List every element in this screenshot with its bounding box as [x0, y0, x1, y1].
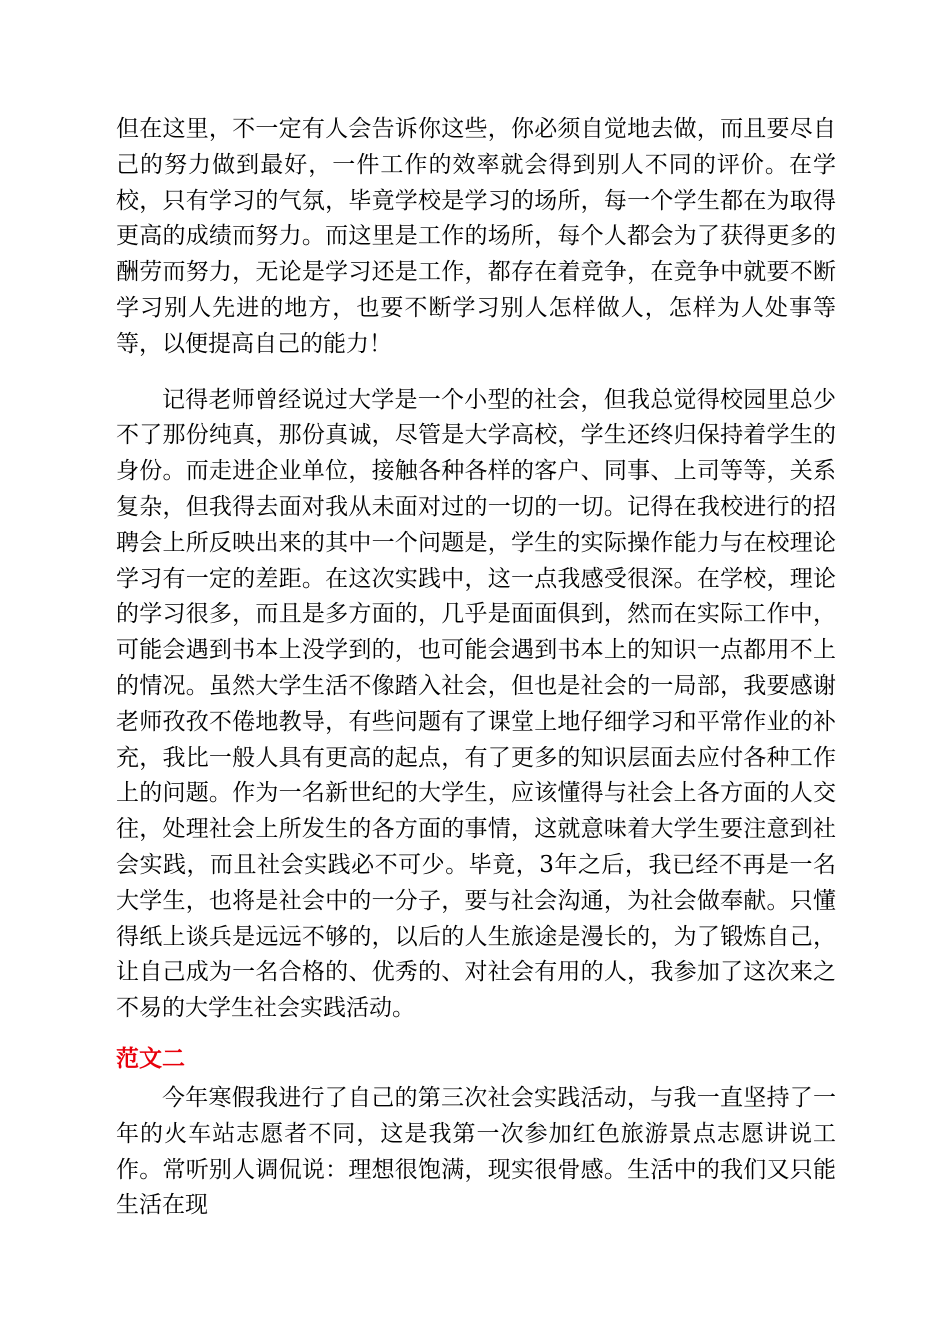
paragraph-3: 今年寒假我进行了自己的第三次社会实践活动，与我一直坚持了一年的火车站志愿者不同，这是我第一次参加红色旅游景点志愿讲说工作。常听别人调侃说：理想很饱满，现实很骨感。生活中的我们又只能生活在现 — [116, 1084, 836, 1219]
document-page — [116, 112, 836, 1224]
paragraph-2: 记得老师曾经说过大学是一个小型的社会，但我总觉得校园里总少不了那份纯真，那份真诚，尽管是大学高校，学生还终归保持着学生的身份。而走进企业单位，接触各种各样的客户、同事、上司等等，关系复杂，但我得去面对我从未面对过的一切的一切。记得在我校进行的招聘会上所反映出来的其中一个问题是，学生的实际操作能力与在校理论学习有一定的差距。在这次实践中，这一点我感受很深。在学校，理论的学习很多，而且是多方面的，几乎是面面俱到，然而在实际工作中，可能会遇到书本上没学到的，也可能会遇到书本上的知识一点都用不上的情况。虽然大学生活不像踏入社会，但也是社会的一局部，我要感谢老师孜孜不倦地教导，有些问题有了课堂上地仔细学习和平常作业的补充，我比一般人具有更高的起点，有了更多的知识层面去应付各种工作上的问题。作为一名新世纪的大学生，应该懂得与社会上各方面的人交往，处理社会上所发生的各方面的事情，这就意味着大学生要注意到社会实践，而且社会实践必不可少。毕竟，3年之后，我已经不再是一名大学生，也将是社会中的一分子，要与社会沟通，为社会做奉献。只懂得纸上谈兵是远远不够的，以后的人生旅途是漫长的，为了锻炼自己，让自己成为一名合格的、优秀的、对社会有用的人，我参加了这次来之不易的大学生社会实践活动。 — [116, 386, 836, 1022]
paragraph-1: 但在这里，不一定有人会告诉你这些，你必须自觉地去做，而且要尽自己的努力做到最好，一件工作的效率就会得到别人不同的评价。在学校，只有学习的气氛，毕竟学校是学习的场所，每一个学生都在为取得更高的成绩而努力。而这里是工作的场所，每个人都会为了获得更多的酬劳而努力，无论是学习还是工作，都存在着竞争，在竞争中就要不断学习别人先进的地方，也要不断学习别人怎样做人，怎样为人处事等等，以便提高自己的能力！ — [116, 116, 836, 357]
section-heading: 范文二 — [116, 1045, 185, 1072]
